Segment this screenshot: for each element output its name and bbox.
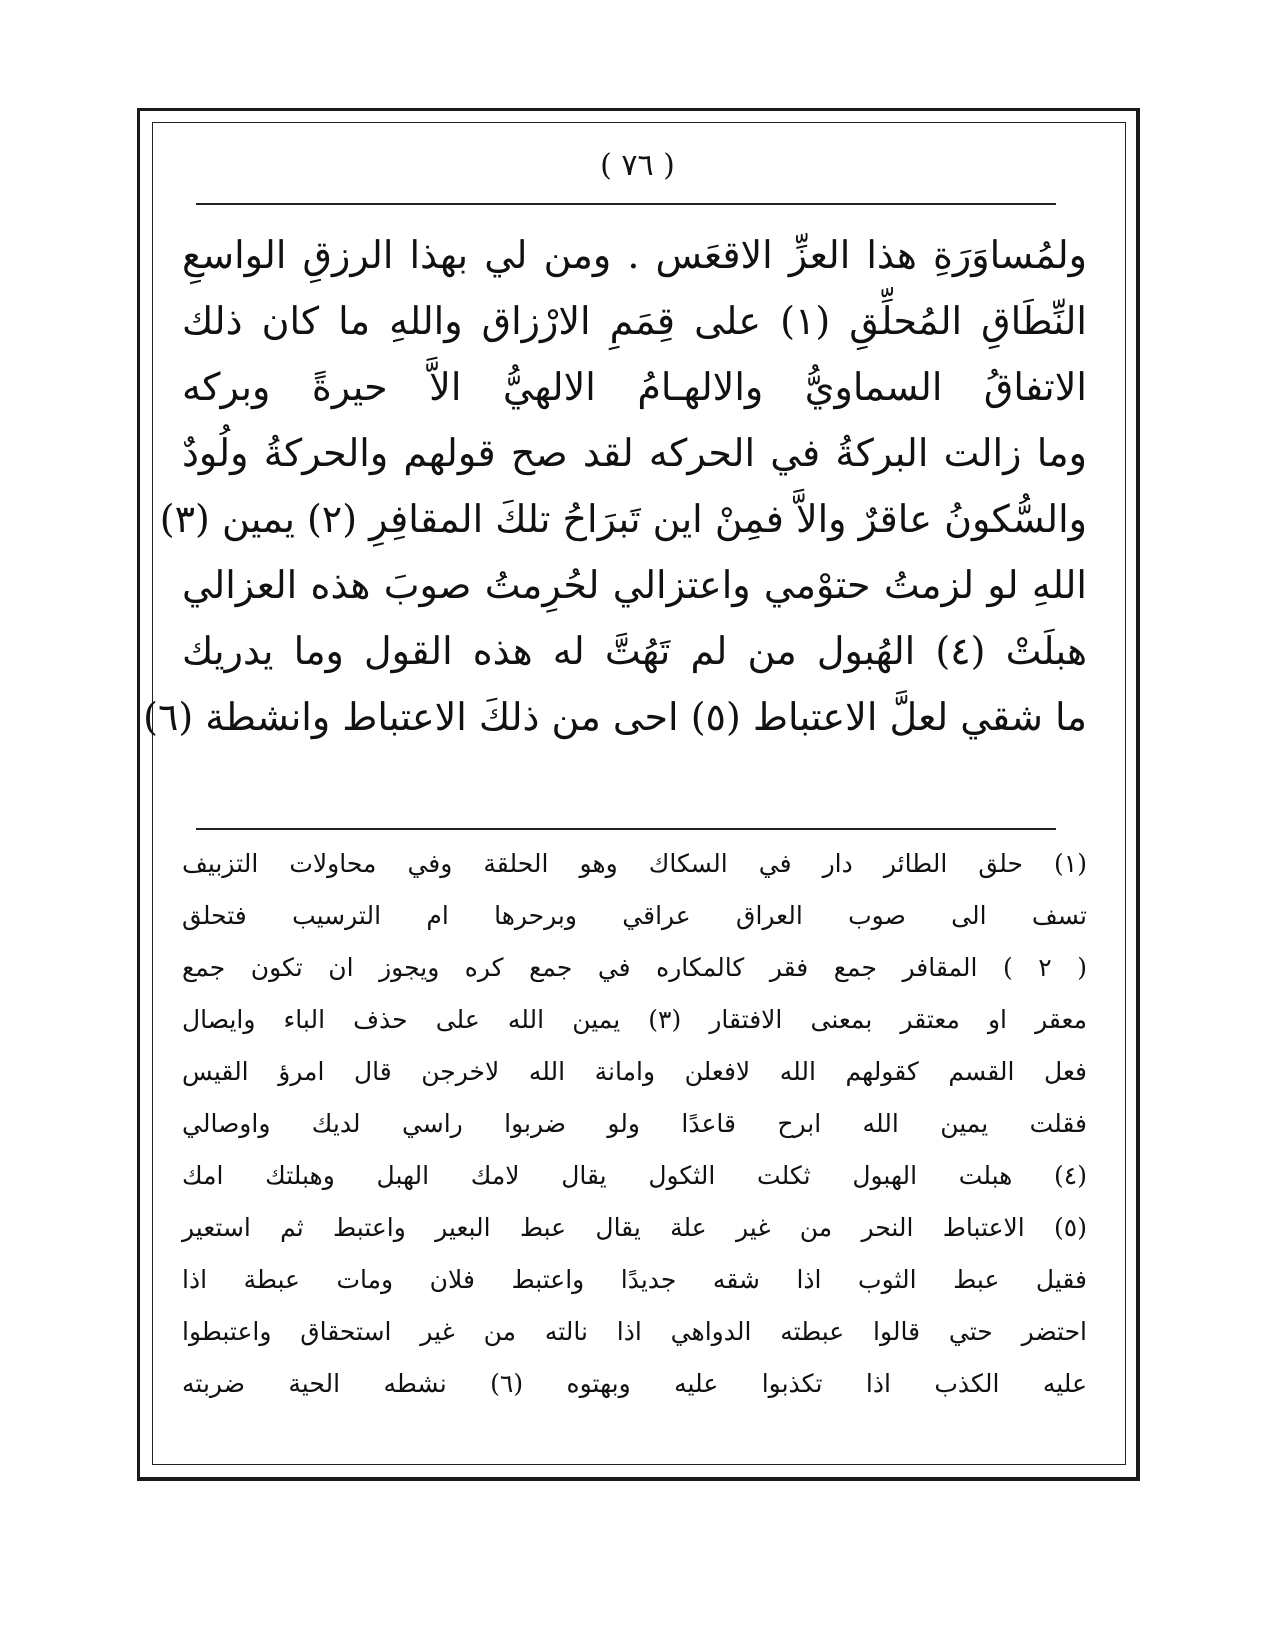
footnote-separator	[196, 828, 1056, 830]
main-text-line: والسُّكونُ عاقرٌ والاَّ فمِنْ اين تَبرَاحُ تلكَ المقافِرِ (٢) يمين (٣)	[159, 497, 1087, 541]
footnote-line: ( ٢ ) المقافر جمع فقر كالمكاره في جمع كره ويجوز ان تكون جمع	[182, 953, 1088, 982]
main-text-line: وما زالت البركةُ في الحركه لقد صح قولهم والحركةُ ولُودٌ	[182, 431, 1087, 475]
footnote-line: عليه الكذب اذا تكذبوا عليه وبهتوه (٦) نشطه الحية ضربته	[182, 1369, 1087, 1398]
footnotes	[182, 838, 1087, 1410]
main-text	[143, 222, 1087, 750]
main-text-line: النِّطَاقِ المُحلِّقِ (١) على قِمَمِ الارْزاق واللهِ ما كان ذلك	[182, 299, 1087, 343]
header-rule	[196, 203, 1056, 205]
footnote-line: (٥) الاعتباط النحر من غير علة يقال عبط البعير واعتبط ثم استعير	[182, 1213, 1087, 1242]
footnote-line: (١) حلق الطائر دار في السكاك وهو الحلقة وفي محاولات التزبيف	[182, 849, 1087, 878]
main-text-line: اللهِ لو لزمتُ حتوْمي واعتزالي لحُرِمتُ صوبَ هذه العزالي	[182, 563, 1087, 607]
page-number: ( ٧٦ )	[600, 148, 675, 183]
footnote-line: احتضر حتي قالوا عبطته الدواهي اذا نالته من غير استحقاق واعتبطوا	[182, 1317, 1087, 1346]
main-text-line: الاتفاقُ السماويُّ والالهـامُ الالهيُّ الاَّ حيرةً وبركه	[182, 365, 1087, 409]
main-text-line: هبلَتْ (٤) الهُبول من لم تَهُتَّ له هذه القول وما يدريك	[182, 629, 1087, 673]
footnote-line: فقيل عبط الثوب اذا شقه جديدًا واعتبط فلان ومات عبطة اذا	[182, 1265, 1087, 1294]
footnote-line: فقلت يمين الله ابرح قاعدًا ولو ضربوا راسي لديك واوصالي	[182, 1109, 1087, 1138]
main-text-line: ولمُساوَرَةِ هذا العزِّ الاقعَس . ومن لي بهذا الرزقِ الواسعِ	[182, 233, 1087, 277]
main-text-line: ما شقي لعلَّ الاعتباط (٥) احى من ذلكَ الاعتباط وانشطة (٦)	[143, 695, 1087, 739]
footnote-line: معقر او معتقر بمعنى الافتقار (٣) يمين الله على حذف الباء وايصال	[182, 1005, 1087, 1034]
footnote-line: (٤) هبلت الهبول ثكلت الثكول يقال لامك الهبل وهبلتك امك	[182, 1161, 1087, 1190]
footnote-line: تسف الى صوب العراق عراقي وبرحرها ام الترسيب فتحلق	[182, 901, 1087, 930]
footnote-line: فعل القسم كقولهم الله لافعلن وامانة الله لاخرجن قال امرؤ القيس	[182, 1057, 1087, 1086]
